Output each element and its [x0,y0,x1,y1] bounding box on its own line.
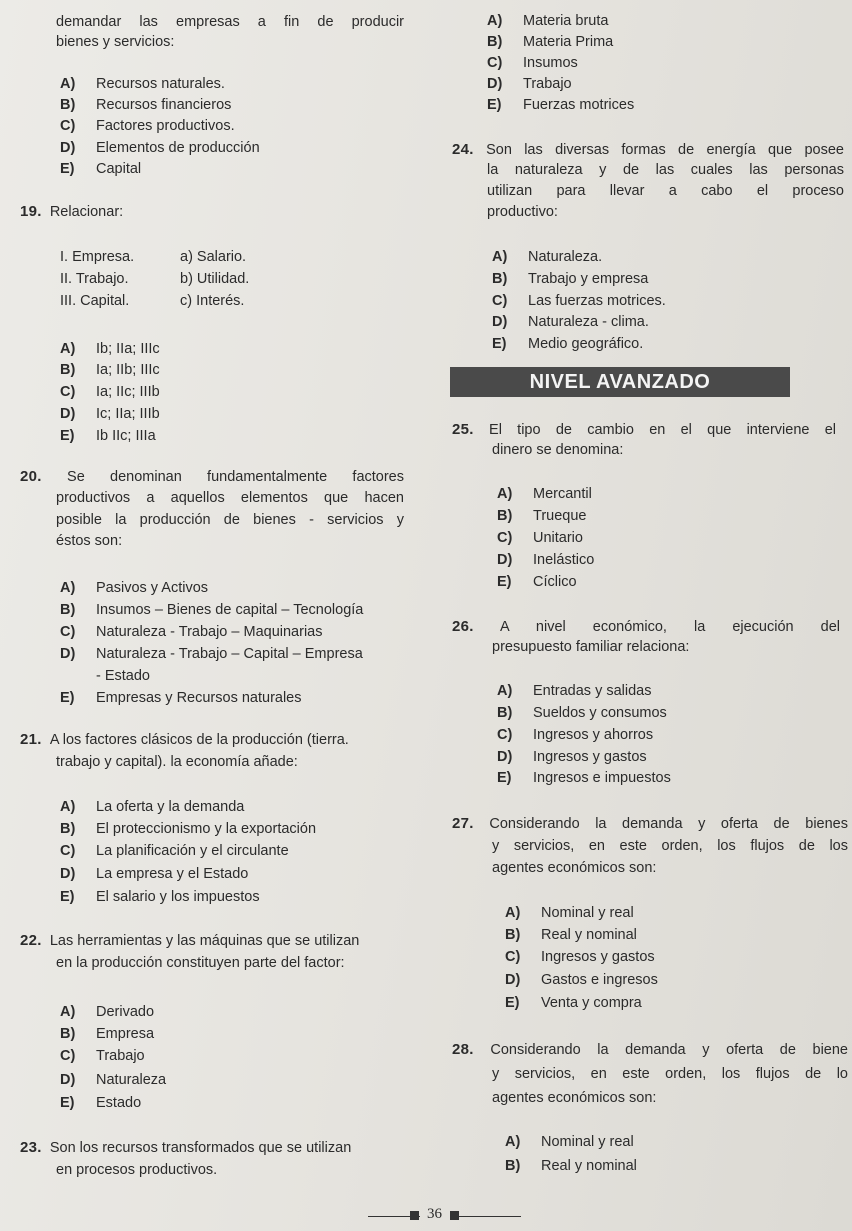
page-number: 36 [427,1206,442,1222]
q19-option-a[interactable]: A) Ib; IIa; IIIc [60,341,160,357]
q21-option-e[interactable]: E) El salario y los impuestos [60,889,260,905]
q22-stem-line-2: en la producción constituyen parte del factor: [56,955,345,971]
q21-option-d[interactable]: D) La empresa y el Estado [60,866,249,882]
q19-pair-right-2: b) Utilidad. [180,271,250,287]
q24-option-d[interactable]: D) Naturaleza - clima. [492,314,649,330]
q28-option-a[interactable]: A) Nominal y real [505,1134,634,1150]
q18-option-b[interactable]: B) Recursos financieros [60,97,232,113]
q19-pair-right-3: c) Interés. [180,293,245,309]
q27-option-e[interactable]: E) Venta y compra [505,995,642,1011]
q18-stem-line-1: demandar las empresas a fin de producir [56,14,404,30]
q20-option-d[interactable]: D) Naturaleza - Trabajo – Capital – Empresa [60,646,363,662]
q24-option-a[interactable]: A) Naturaleza. [492,249,603,265]
q21-option-c[interactable]: C) La planificación y el circulante [60,843,289,859]
q20-option-b[interactable]: B) Insumos – Bienes de capital – Tecnología [60,602,364,618]
q23-option-b[interactable]: B) Materia Prima [487,34,614,50]
q25-stem-line-2: dinero se denomina: [492,442,624,458]
q19-pair-left-1: I. Empresa. [60,249,135,265]
footer-square-right [450,1211,459,1220]
footer-square-left [410,1211,419,1220]
q26-option-e[interactable]: E) Ingresos e impuestos [497,770,671,786]
q20-option-c[interactable]: C) Naturaleza - Trabajo – Maquinarias [60,624,323,640]
q23-stem-line-2: en procesos productivos. [56,1162,218,1178]
q19-option-c[interactable]: C) Ia; IIc; IIIb [60,384,160,400]
q19-pair-left-3: III. Capital. [60,293,130,309]
q27-option-b[interactable]: B) Real y nominal [505,927,637,943]
q21-option-a[interactable]: A) La oferta y la demanda [60,799,245,815]
q28-stem-line-3: agentes económicos son: [492,1090,657,1106]
q18-option-d[interactable]: D) Elementos de producción [60,140,260,156]
q26-option-b[interactable]: B) Sueldos y consumos [497,705,667,721]
q25-option-b[interactable]: B) Trueque [497,508,587,524]
q22-option-b[interactable]: B) Empresa [60,1026,155,1042]
q20-stem-line-1: 20. Se denominan fundamentalmente factores [20,468,404,485]
q21-stem-line-1: 21. A los factores clásicos de la producción (tierra. [20,731,349,748]
q18-option-c[interactable]: C) Factores productivos. [60,118,235,134]
q23-option-e[interactable]: E) Fuerzas motrices [487,97,635,113]
q25-option-c[interactable]: C) Unitario [497,530,583,546]
q27-stem-line-2: y servicios, en este orden, los flujos de los [492,838,848,854]
q19-option-d[interactable]: D) Ic; IIa; IIIb [60,406,160,422]
q22-option-c[interactable]: C) Trabajo [60,1048,145,1064]
q20-stem-line-3: posible la producción de bienes - servicios y [56,512,404,528]
q20-option-e[interactable]: E) Empresas y Recursos naturales [60,690,302,706]
q20-stem-line-4: éstos son: [56,533,123,549]
q21-option-b[interactable]: B) El proteccionismo y la exportación [60,821,317,837]
q22-option-e[interactable]: E) Estado [60,1095,142,1111]
q27-stem-line-1: 27. Considerando la demanda y oferta de bienes [452,815,848,832]
q23-stem-line-1: 23. Son los recursos transformados que se utilizan [20,1139,352,1156]
q22-option-d[interactable]: D) Naturaleza [60,1072,167,1088]
q23-option-d[interactable]: D) Trabajo [487,76,572,92]
q19-pair-right-1: a) Salario. [180,249,247,265]
q27-stem-line-3: agentes económicos son: [492,860,657,876]
footer-rule-right [459,1216,521,1217]
q25-stem-line-1: 25. El tipo de cambio en el que interviene el [452,421,836,438]
q26-option-a[interactable]: A) Entradas y salidas [497,683,652,699]
q28-stem-line-2: y servicios, en este orden, los flujos de lo [492,1066,848,1082]
q23-option-c[interactable]: C) Insumos [487,55,578,71]
q28-stem-line-1: 28. Considerando la demanda y oferta de biene [452,1041,848,1058]
q25-option-e[interactable]: E) Cíclico [497,574,577,590]
section-banner-nivel-avanzado: NIVEL AVANZADO [450,367,790,397]
q19-heading: 19. Relacionar: [20,203,124,220]
q23-option-a[interactable]: A) Materia bruta [487,13,609,29]
q18-stem-line-2: bienes y servicios: [56,34,175,50]
q27-option-d[interactable]: D) Gastos e ingresos [505,972,658,988]
q27-option-a[interactable]: A) Nominal y real [505,905,634,921]
q21-stem-line-2: trabajo y capital). la economía añade: [56,754,298,770]
q19-option-e[interactable]: E) Ib IIc; IIIa [60,428,156,444]
q26-option-d[interactable]: D) Ingresos y gastos [497,749,647,765]
q18-option-a[interactable]: A) Recursos naturales. [60,76,225,92]
q25-option-d[interactable]: D) Inelástico [497,552,595,568]
q24-stem-line-4: productivo: [487,204,558,220]
q25-option-a[interactable]: A) Mercantil [497,486,592,502]
q26-option-c[interactable]: C) Ingresos y ahorros [497,727,654,743]
q24-stem-line-2: la naturaleza y de las cuales las personas [487,162,844,178]
q24-stem-line-1: 24. Son las diversas formas de energía que posee [452,141,844,158]
q26-stem-line-1: 26. A nivel económico, la ejecución del [452,618,840,635]
q24-stem-line-3: utilizan para llevar a cabo el proceso [487,183,844,199]
q19-pair-left-2: II. Trabajo. [60,271,129,287]
q24-option-e[interactable]: E) Medio geográfico. [492,336,644,352]
q24-option-b[interactable]: B) Trabajo y empresa [492,271,649,287]
q20-option-d-continuation: - Estado [96,668,150,684]
q28-option-b[interactable]: B) Real y nominal [505,1158,637,1174]
q22-stem-line-1: 22. Las herramientas y las máquinas que se utilizan [20,932,360,949]
q26-stem-line-2: presupuesto familiar relaciona: [492,639,690,655]
q24-option-c[interactable]: C) Las fuerzas motrices. [492,293,666,309]
q20-stem-line-2: productivos a aquellos elementos que hacen [56,490,404,506]
q19-option-b[interactable]: B) Ia; IIb; IIIc [60,362,160,378]
q18-option-e[interactable]: E) Capital [60,161,142,177]
q27-option-c[interactable]: C) Ingresos y gastos [505,949,655,965]
q22-option-a[interactable]: A) Derivado [60,1004,155,1020]
q20-option-a[interactable]: A) Pasivos y Activos [60,580,209,596]
